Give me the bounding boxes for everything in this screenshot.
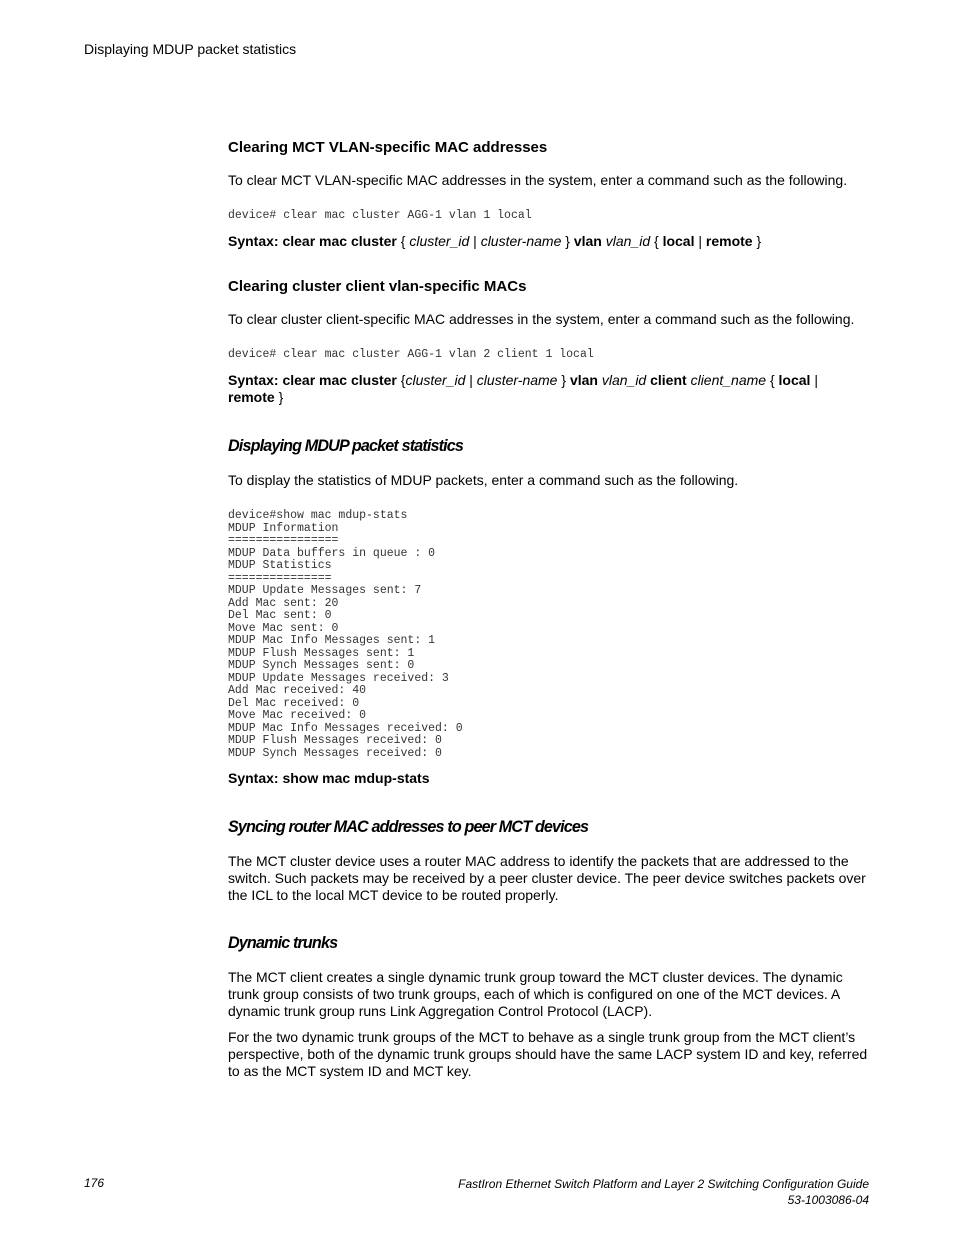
section-intro: To clear cluster client-specific MAC addresses in the system, enter a command such as the following. [228,311,855,327]
syntax-brace: } [561,372,567,388]
syntax-param: cluster-name [476,372,558,388]
syntax-keyword: vlan [573,233,602,249]
code-line: ================ [228,534,339,547]
code-line: MDUP Update Messages received: 3 [228,671,449,685]
syntax-label: Syntax: [228,233,279,249]
syntax-brace: { [769,372,775,388]
code-line: MDUP Flush Messages sent: 1 [228,646,415,660]
syntax-command: clear mac cluster [282,372,397,388]
syntax-pipe: | [469,372,473,388]
section-heading-sync-router-mac: Syncing router MAC addresses to peer MCT devices [228,817,589,836]
code-line: MDUP Synch Messages received: 0 [228,746,442,760]
syntax-line [228,233,868,250]
syntax-command: show mac mdup-stats [282,770,430,786]
code-line: MDUP Data buffers in queue : 0 [228,546,436,560]
syntax-brace: { [400,372,406,388]
code-line: MDUP Flush Messages received: 0 [228,734,442,747]
syntax-param: cluster_id [409,233,470,249]
footer-doc-title: FastIron Ethernet Switch Platform and Layer 2 Switching Configuration Guide [458,1177,869,1191]
code-line: Del Mac sent: 0 [228,609,332,622]
syntax-label: Syntax: [228,372,279,388]
syntax-command: clear mac cluster [282,233,397,249]
syntax-brace: } [756,233,762,249]
syntax-keyword: client [650,372,687,388]
body-paragraph: For the two dynamic trunk groups of the MCT to behave as a single trunk group from the MCT client’s perspective, both of the dynamic trunk groups should have the same LACP system ID and key, referred to as the MCT system ID and MCT key. [228,1029,868,1079]
code-example: device# clear mac cluster AGG-1 vlan 2 client 1 local [228,348,594,361]
syntax-param: cluster-name [480,233,562,249]
section-intro: To clear MCT VLAN-specific MAC addresses in the system, enter a command such as the following. [228,172,848,188]
syntax-brace: { [400,233,406,249]
code-line: MDUP Mac Info Messages sent: 1 [228,634,436,647]
section-intro: To display the statistics of MDUP packets, enter a command such as the following. [228,472,739,488]
syntax-param: cluster_id [405,372,466,388]
code-line: Add Mac sent: 20 [228,596,339,610]
section-heading-dynamic-trunks: Dynamic trunks [228,933,338,952]
code-line: Move Mac received: 0 [228,709,367,722]
body-paragraph: The MCT client creates a single dynamic trunk group toward the MCT cluster devices. The dynamic trunk group consists of two trunk groups, each of which is configured on one of the MCT devices. A dynamic trunk group runs Link Aggregation Control Protocol (LACP). [228,969,843,1019]
syntax-param: client_name [690,372,767,388]
code-line: Add Mac received: 40 [228,684,367,697]
code-line: Del Mac received: 0 [228,696,360,710]
syntax-brace: { [654,233,659,249]
syntax-pipe: | [473,233,477,249]
code-line: MDUP Statistics [228,559,332,572]
page-number: 176 [84,1176,105,1190]
code-line: MDUP Update Messages sent: 7 [228,584,422,597]
syntax-brace: } [278,389,284,405]
code-line: Move Mac sent: 0 [228,621,339,635]
section-heading-mdup-stats: Displaying MDUP packet statistics [228,436,464,455]
footer-doc-info [458,1176,869,1208]
syntax-label: Syntax: [228,770,279,786]
section-heading-clear-vlan-macs: Clearing MCT VLAN-specific MAC addresses [228,139,548,156]
code-output-mdup-stats [228,510,463,760]
body-paragraph: The MCT cluster device uses a router MAC address to identify the packets that are addressed to the switch. Such packets may be received by a peer cluster device. The peer device switches packets over the ICL to the local MCT device to be routed properly. [228,853,866,903]
running-header: Displaying MDUP packet statistics [84,41,297,57]
code-line: MDUP Information [228,521,339,535]
syntax-keyword: remote [228,389,275,405]
section-heading-clear-client-macs: Clearing cluster client vlan-specific MACs [228,278,527,295]
code-line: MDUP Mac Info Messages received: 0 [228,721,463,735]
syntax-keyword: local [778,372,811,388]
code-example: device# clear mac cluster AGG-1 vlan 1 local [228,209,532,222]
syntax-keyword: remote [705,233,753,249]
syntax-pipe: | [698,233,703,249]
footer-doc-number: 53-1003086-04 [787,1193,869,1207]
syntax-line [228,770,868,787]
syntax-param: vlan_id [605,233,651,249]
code-line: device#show mac mdup-stats [228,509,408,522]
code-line: =============== [228,571,332,585]
syntax-brace: } [565,233,570,249]
syntax-param: vlan_id [601,372,647,388]
code-line: MDUP Synch Messages sent: 0 [228,659,415,672]
syntax-pipe: | [814,372,818,388]
syntax-keyword: vlan [569,372,598,388]
syntax-keyword: local [662,233,695,249]
syntax-line [228,372,868,406]
